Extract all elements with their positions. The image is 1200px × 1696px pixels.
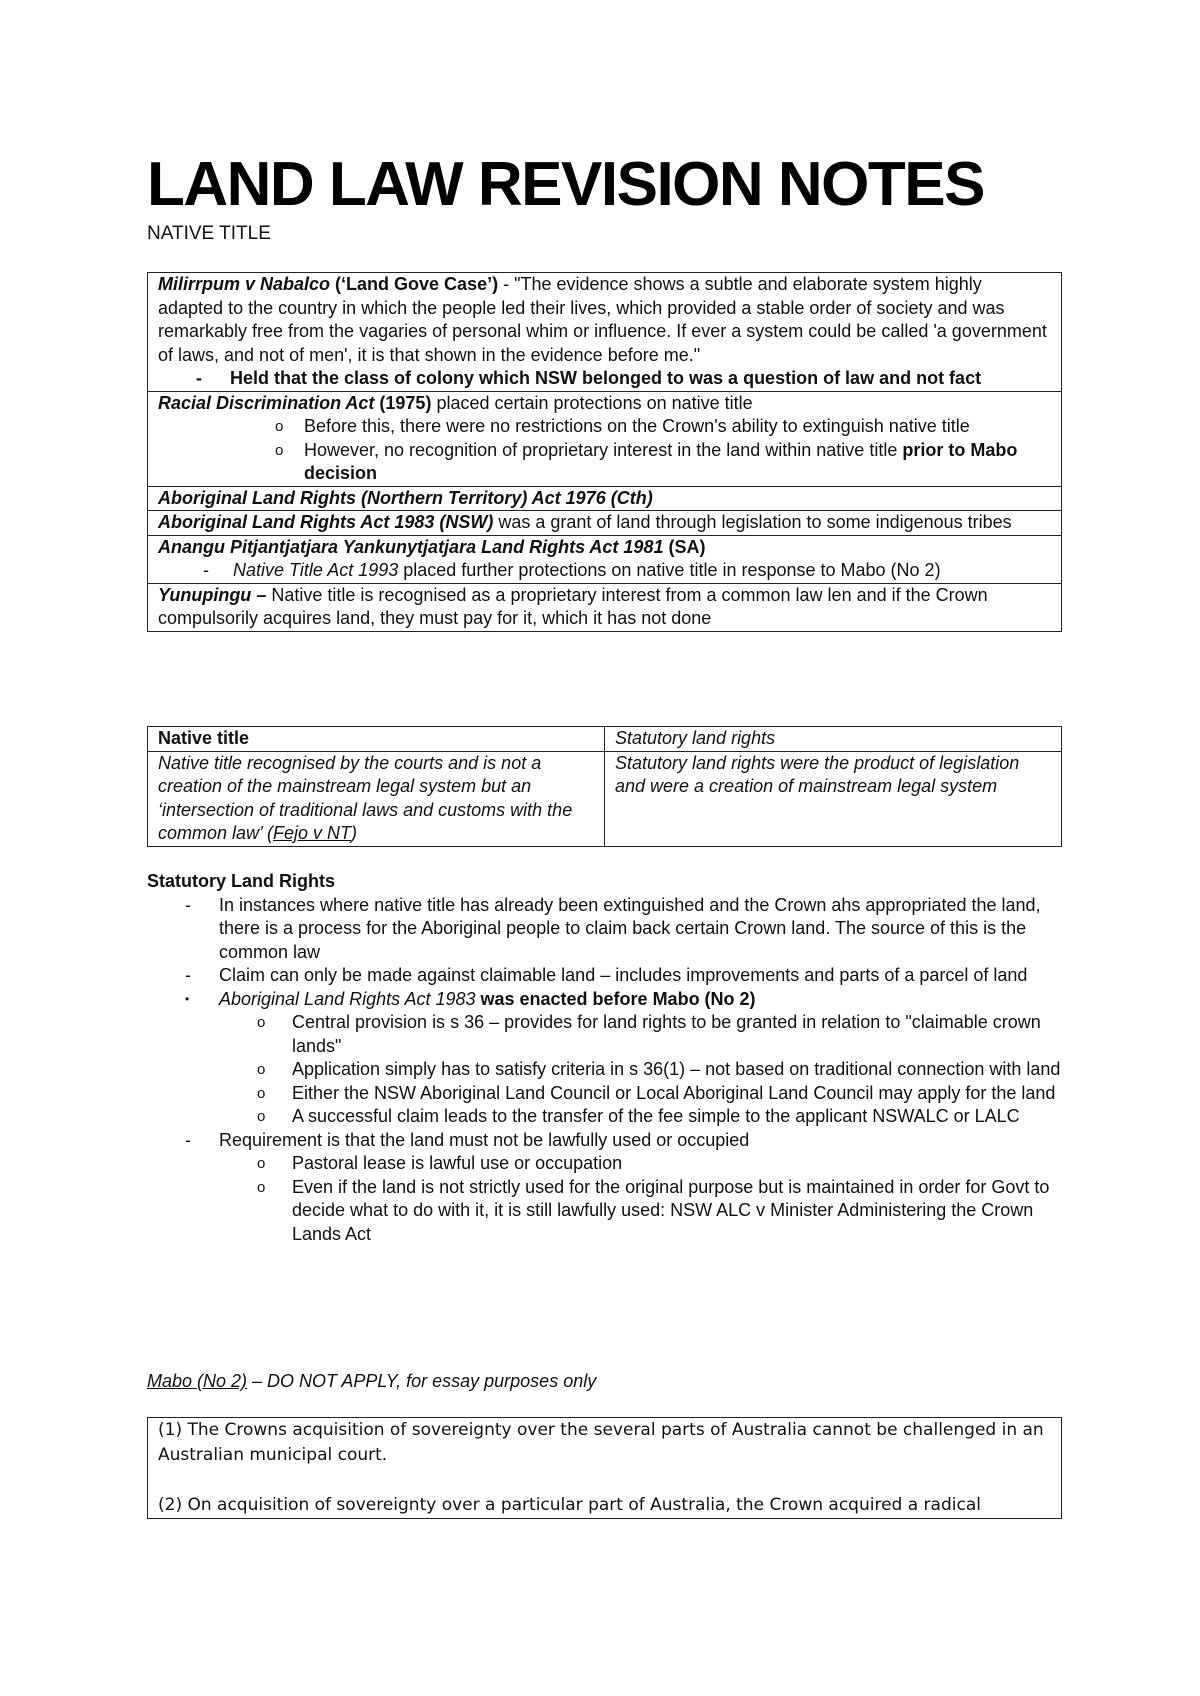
points-list bbox=[158, 559, 1051, 583]
list-item: o A successful claim leads to the transfer of the fee simple to the applicant NSWALC or LALC bbox=[147, 1105, 1062, 1129]
act-name: Aboriginal Land Rights Act 1983 (NSW) bbox=[158, 512, 494, 532]
list-item: - Requirement is that the land must not be lawfully used or occupied bbox=[147, 1129, 1062, 1153]
act-state: (SA) bbox=[663, 536, 706, 557]
list-item: - Claim can only be made against claimable land – includes improvements and parts of a parcel of land bbox=[147, 964, 1062, 988]
document-title: LAND LAW REVISION NOTES bbox=[147, 150, 984, 219]
table-header-row bbox=[148, 727, 1062, 752]
case-dash: – bbox=[251, 584, 272, 605]
case-text: Native title is recognised as a proprietary interest from a common law len and if the Crown compulsorily acquires land, they must pay for it, which it has not done bbox=[158, 584, 988, 628]
cell-text-end: ) bbox=[351, 823, 358, 843]
act-description: placed certain protections on native title bbox=[431, 392, 753, 413]
comparison-table bbox=[147, 726, 1062, 847]
column-header: Statutory land rights bbox=[605, 727, 1062, 752]
case-quote: - "The evidence shows a subtle and elaborate system highly adapted to the country in which the people led their lives, which provided a stable order of society and was remarkably free from the vagaries of personal whim or influence. If ever a system could be called 'a government of laws, and not of men', it is that shown in the evidence before me." bbox=[158, 274, 1047, 365]
list-item: - Held that the class of colony which NSW belonged to was a question of law and not fact bbox=[158, 367, 1051, 391]
spacer bbox=[158, 1468, 1051, 1493]
table-cell: Statutory land rights were the product of legislation and were a creation of mainstream legal system bbox=[605, 751, 1062, 846]
table-row bbox=[148, 273, 1062, 392]
principle-2: (2) On acquisition of sovereignty over a particular part of Australia, the Crown acquired a radical bbox=[158, 1495, 981, 1515]
list-item: o Pastoral lease is lawful use or occupation bbox=[147, 1152, 1062, 1176]
table-cell bbox=[148, 391, 1062, 486]
table-row bbox=[148, 535, 1062, 583]
cell-text: Native title recognised by the courts and is not a creation of the mainstream legal system but an ‘intersection of traditional laws and customs with the common law’ ( bbox=[158, 752, 573, 843]
mabo-heading bbox=[147, 1370, 596, 1394]
case-alias: (‘Land Gove Case’) bbox=[330, 274, 499, 294]
act-description: was a grant of land through legislation to some indigenous tribes bbox=[493, 512, 1012, 532]
list-item: o Even if the land is not strictly used for the original purpose but is maintained in order for Govt to decide what to do with it, it is still lawfully used: NSW ALC v Minister Administering the Crown Lands Act bbox=[147, 1176, 1062, 1247]
mabo-principles-table bbox=[147, 1417, 1062, 1519]
mabo-note: – DO NOT APPLY, for essay purposes only bbox=[247, 1371, 597, 1391]
table-row bbox=[148, 486, 1062, 511]
table-row bbox=[148, 583, 1062, 631]
point-bold: prior to Mabo decision bbox=[304, 439, 1018, 483]
table-cell bbox=[148, 1418, 1062, 1519]
table-cell bbox=[148, 535, 1062, 583]
list-item bbox=[147, 988, 1062, 1012]
sub-act-name: Native Title Act 1993 bbox=[233, 560, 399, 580]
table-cell bbox=[148, 751, 605, 846]
list-item: o Before this, there were no restrictions on the Crown's ability to extinguish native title bbox=[158, 415, 1051, 439]
act-name: Anangu Pitjantjatjara Yankunytjatjara Land Rights Act 1981 bbox=[158, 536, 664, 557]
table-row bbox=[148, 751, 1062, 846]
list-item bbox=[158, 439, 1051, 486]
table-cell bbox=[148, 583, 1062, 631]
act-name: Racial Discrimination Act bbox=[158, 392, 375, 413]
section-heading: Statutory Land Rights bbox=[147, 871, 335, 891]
table-row bbox=[148, 1418, 1062, 1519]
list-item bbox=[158, 559, 1051, 583]
table-cell bbox=[148, 273, 1062, 392]
sub-act-text: placed further protections on native title in response to Mabo (No 2) bbox=[398, 560, 941, 580]
column-header: Native title bbox=[148, 727, 605, 752]
act-note: was enacted before Mabo (No 2) bbox=[475, 988, 756, 1009]
act-year: (1975) bbox=[374, 392, 432, 413]
point-text: However, no recognition of proprietary interest in the land within native title bbox=[304, 439, 903, 460]
list-item: o Application simply has to satisfy criteria in s 36(1) – not based on traditional connection with land bbox=[147, 1058, 1062, 1082]
table-cell bbox=[148, 511, 1062, 536]
case-name: Mabo (No 2) bbox=[147, 1371, 248, 1391]
table-row bbox=[148, 391, 1062, 486]
table-cell bbox=[148, 486, 1062, 511]
statutory-land-rights-section bbox=[147, 870, 1062, 1246]
points-list bbox=[158, 415, 1051, 486]
case-name: Yunupingu bbox=[158, 584, 252, 605]
list-item: o Either the NSW Aboriginal Land Council or Local Aboriginal Land Council may apply for the land bbox=[147, 1082, 1062, 1106]
case-citation: Fejo v NT bbox=[273, 823, 352, 843]
case-name: Milirrpum v Nabalco bbox=[158, 274, 331, 294]
act-name: Aboriginal Land Rights (Northern Territory) Act 1976 (Cth) bbox=[158, 487, 653, 508]
list-item: o Central provision is s 36 – provides for land rights to be granted in relation to "claimable crown lands" bbox=[147, 1011, 1062, 1058]
table-row bbox=[148, 511, 1062, 536]
principle-1: (1) The Crowns acquisition of sovereignty over the several parts of Australia cannot be challenged in an Australian municipal court. bbox=[158, 1420, 1044, 1465]
native-title-cases-table bbox=[147, 272, 1062, 632]
act-name: Aboriginal Land Rights Act 1983 bbox=[219, 988, 476, 1009]
list-item: - In instances where native title has already been extinguished and the Crown ahs appropriated the land, there is a process for the Aboriginal people to claim back certain Crown land. The source of this is the common law bbox=[147, 894, 1062, 965]
statutory-list bbox=[147, 894, 1062, 1247]
section-subtitle: NATIVE TITLE bbox=[147, 223, 271, 244]
held-list bbox=[158, 367, 1051, 391]
